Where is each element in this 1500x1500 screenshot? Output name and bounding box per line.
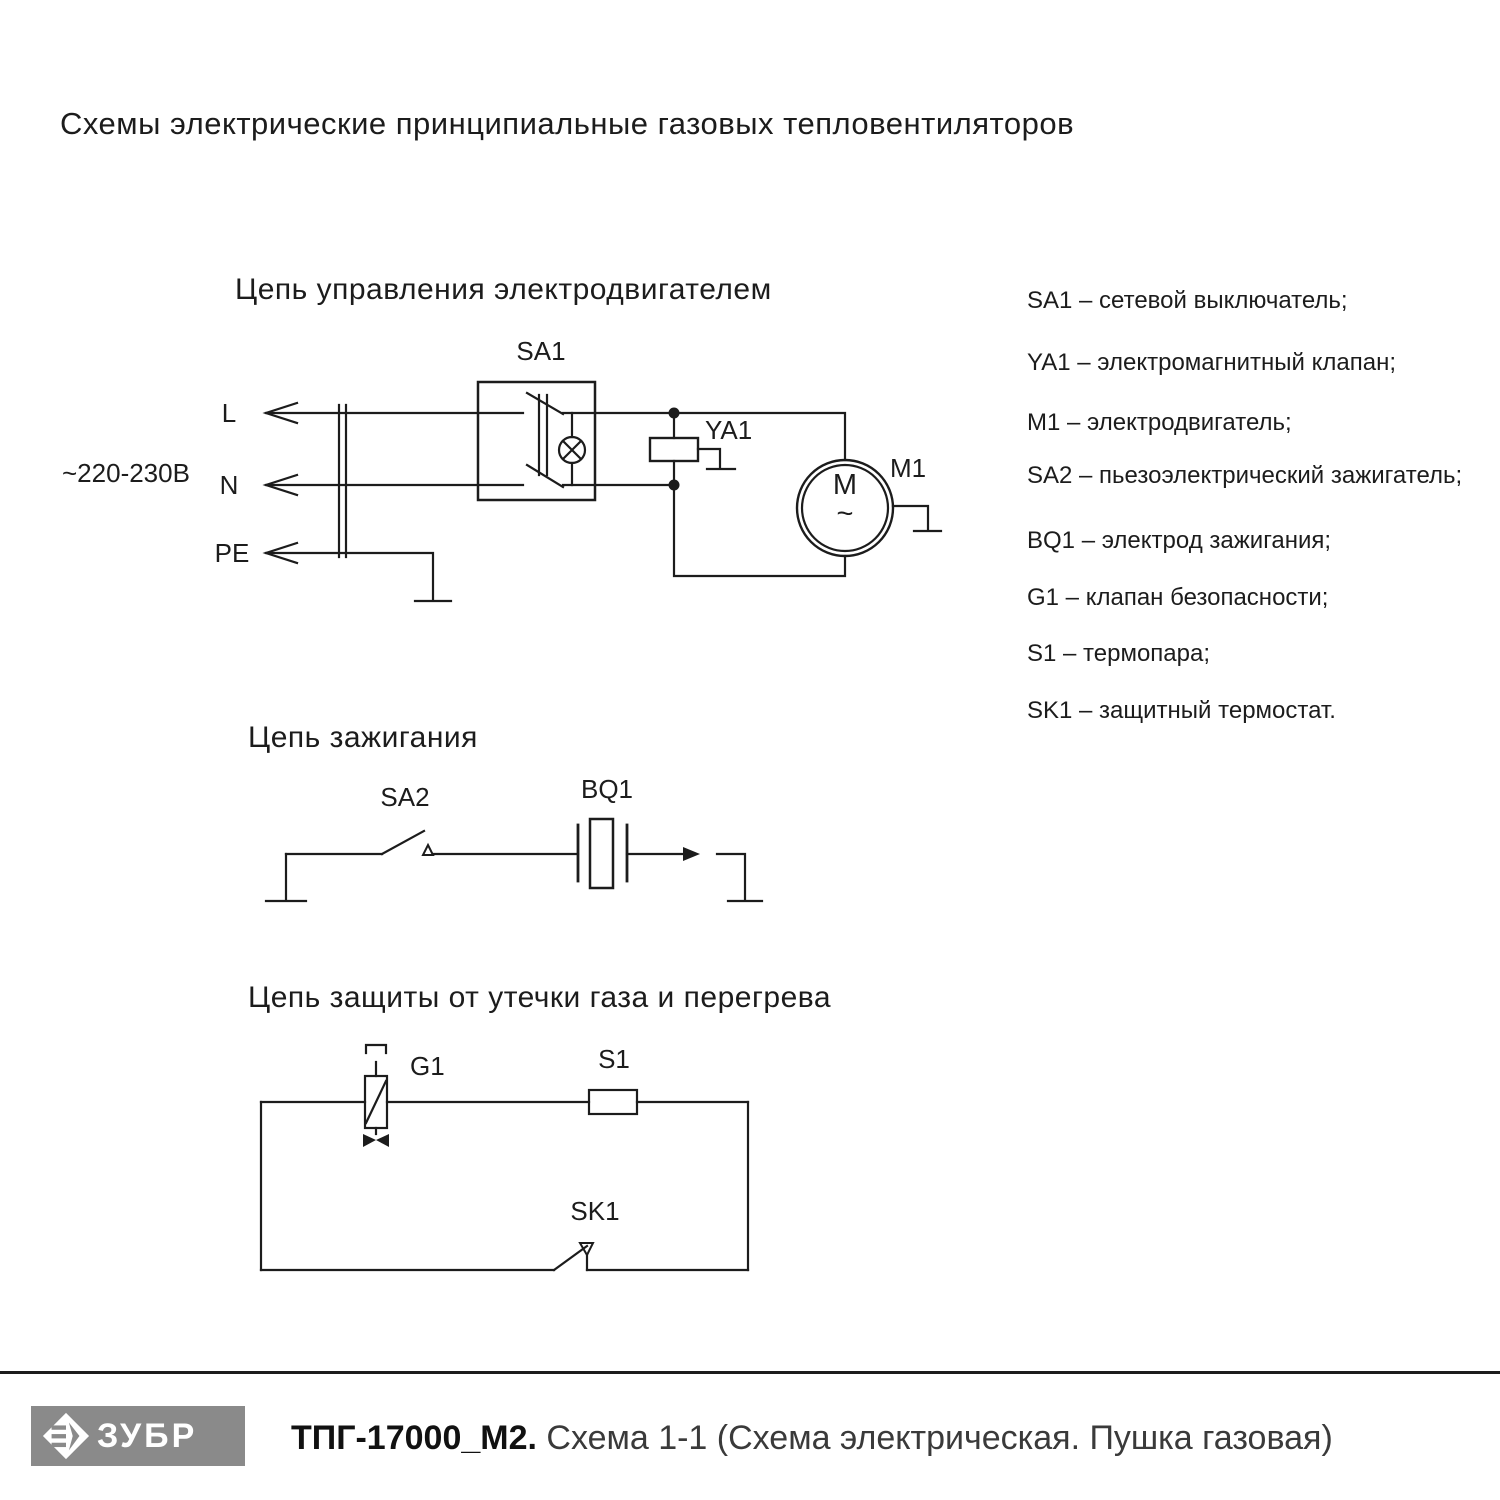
- sa1-label: SA1: [516, 336, 566, 366]
- motor-ground-lead: [893, 506, 928, 530]
- m1-label: M1: [890, 453, 927, 483]
- legend-item: SA2 – пьезоэлектрический зажигатель;: [1027, 462, 1463, 489]
- valve-icon: [376, 1134, 389, 1147]
- g1-top-bracket: [366, 1045, 386, 1053]
- legend-item: SA1 – сетевой выключатель;: [1027, 287, 1348, 314]
- sa2-label: SA2: [380, 782, 430, 812]
- bq1-label: BQ1: [580, 774, 634, 804]
- motor-control-section-title: Цепь управления электродвигателем: [235, 273, 772, 306]
- terminal-L-label: L: [221, 398, 237, 428]
- spark-electrode-body: [590, 819, 613, 888]
- legend-item: YA1 – электромагнитный клапан;: [1027, 349, 1397, 376]
- sa1-blade-bottom: [527, 465, 563, 487]
- supply-voltage-label: ~220-230В: [62, 458, 190, 488]
- sa1-mechanical-link: [539, 395, 547, 475]
- protection-section-title: Цепь защиты от утечки газа и перегрева: [248, 981, 832, 1014]
- spark-arrow-icon: [683, 847, 700, 861]
- g1-label: G1: [410, 1051, 445, 1081]
- protection-circuit-drawing: [261, 1045, 748, 1270]
- sk1-blade: [554, 1246, 587, 1270]
- footer-scheme-name: Схема 1-1 (Схема электрическая. Пушка газовая): [546, 1419, 1333, 1457]
- sa2-blade: [382, 831, 424, 854]
- ignition-circuit-drawing: [266, 819, 762, 901]
- ya1-coil: [650, 438, 698, 461]
- motor-m-symbol: M: [832, 469, 858, 501]
- ya1-label: YA1: [705, 415, 753, 445]
- footer-caption: [291, 1419, 1333, 1458]
- cable-mark: [339, 405, 346, 557]
- burner-lead: [717, 854, 745, 900]
- legend-item: SK1 – защитный термостат.: [1027, 697, 1336, 724]
- legend-item: BQ1 – электрод зажигания;: [1027, 527, 1332, 554]
- page-title: Схемы электрические принципиальные газовых тепловентиляторов: [60, 106, 1075, 141]
- g1-valve-diagonal: [366, 1081, 386, 1123]
- terminal-PE-label: PE: [214, 538, 250, 568]
- legend-item: M1 – электродвигатель;: [1027, 409, 1292, 436]
- legend-item: G1 – клапан безопасности;: [1027, 584, 1329, 611]
- zubr-logo-text: ЗУБР: [97, 1416, 198, 1455]
- wire-to-motor-top: [674, 413, 845, 460]
- zubr-logo-icon: [41, 1411, 91, 1461]
- sa2-push-contact: [423, 845, 433, 855]
- s1-thermocouple-body: [589, 1090, 637, 1114]
- terminal-N-label: N: [219, 470, 239, 500]
- legend-item: S1 – термопара;: [1027, 640, 1211, 667]
- valve-icon: [363, 1134, 376, 1147]
- indicator-lamp-cross: [563, 441, 581, 459]
- ignition-section-title: Цепь зажигания: [248, 721, 478, 754]
- motor-ac-symbol: ~: [836, 498, 854, 530]
- sa1-blade-top: [527, 393, 563, 414]
- zubr-logo: [31, 1406, 245, 1466]
- sk1-label: SK1: [570, 1196, 620, 1226]
- ya1-ground-lead: [698, 449, 720, 468]
- s1-label: S1: [598, 1044, 630, 1074]
- footer-divider: [0, 1371, 1500, 1374]
- footer-model: ТПГ-17000_М2.: [291, 1419, 537, 1457]
